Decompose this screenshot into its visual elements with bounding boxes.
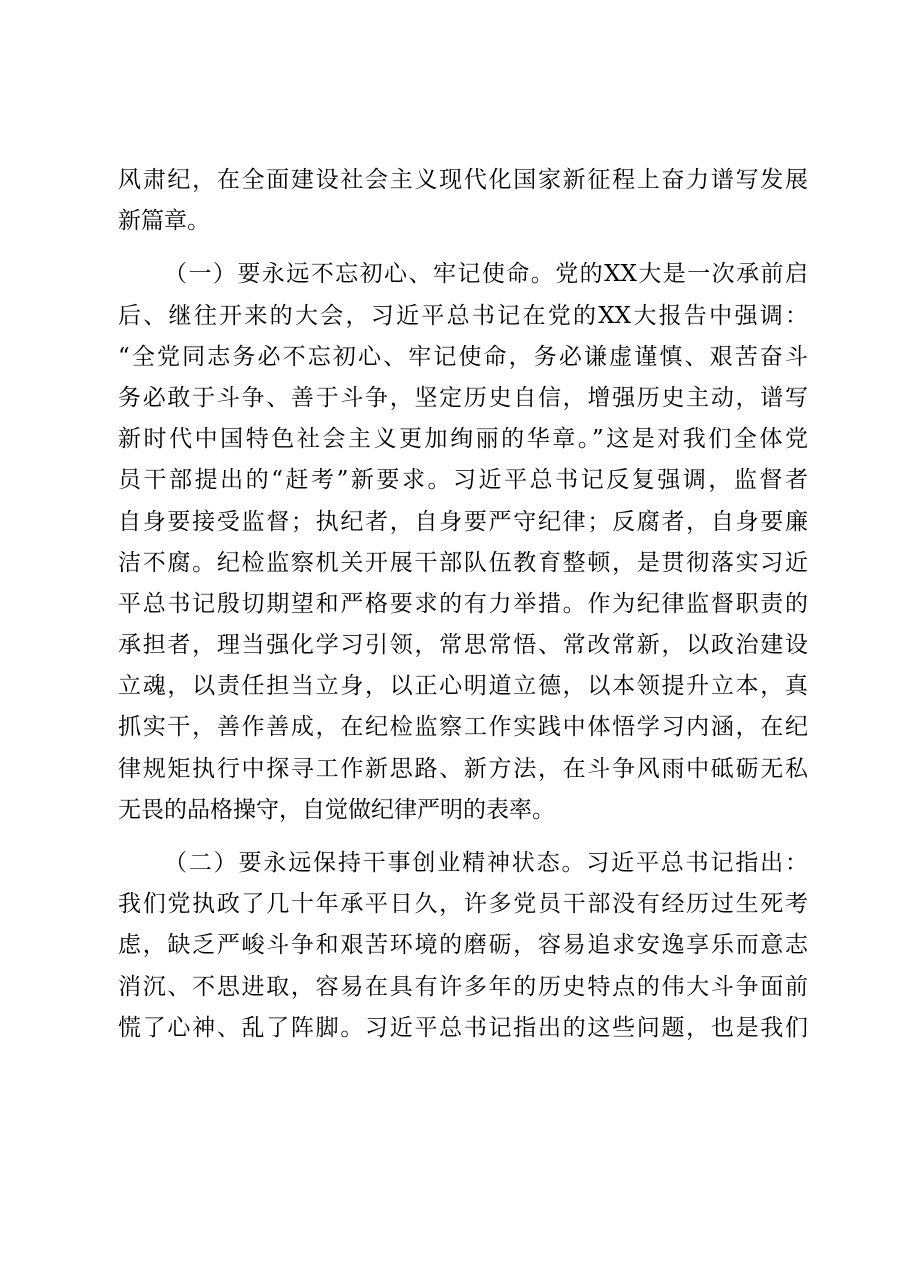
paragraph-line: “全党同志务必不忘初心、牢记使命，务必谦虚谨慎、艰苦奋斗 (118, 343, 808, 370)
paragraph-line: 抓实干，善作善成，在纪检监察工作实践中体悟学习内涵，在纪 (118, 714, 808, 741)
paragraph-line: 平总书记殷切期望和严格要求的有力举措。作为纪律监督职责的 (118, 590, 808, 617)
paragraph-line: 员干部提出的“赶考”新要求。习近平总书记反复强调，监督者 (118, 467, 808, 494)
paragraph-3 (118, 843, 808, 1049)
paragraph-1 (118, 160, 808, 242)
paragraph-line: 自身要接受监督；执纪者，自身要严守纪律；反腐者，自身要廉 (118, 508, 808, 535)
paragraph-spacing (118, 242, 808, 254)
paragraph-line: 新篇章。 (118, 208, 210, 235)
paragraph-line: 消沉、不思进取，容易在具有许多年的历史特点的伟大斗争面前 (118, 973, 808, 1000)
paragraph-line: （二）要永远保持干事创业精神状态。习近平总书记指出： (164, 850, 808, 876)
paragraph-line: 新时代中国特色社会主义更加绚丽的华章。”这是对我们全体党 (118, 426, 808, 453)
paragraph-line: （一）要永远不忘初心、牢记使命。党的XX大是一次承前启 (164, 261, 808, 288)
paragraph-line: 后、继往开来的大会，习近平总书记在党的XX大报告中强调： (118, 302, 808, 329)
paragraph-line: 慌了心神、乱了阵脚。习近平总书记指出的这些问题，也是我们 (118, 1014, 808, 1041)
paragraph-line: 务必敢于斗争、善于斗争，坚定历史自信，增强历史主动，谱写 (118, 384, 808, 411)
paragraph-line: 无畏的品格操守，自觉做纪律严明的表率。 (118, 796, 555, 823)
paragraph-line: 立魂，以责任担当立身，以正心明道立德，以本领提升立本，真 (118, 673, 808, 700)
paragraph-line: 虑，缺乏严峻斗争和艰苦环境的磨砺，容易追求安逸享乐而意志 (118, 932, 808, 959)
paragraph-line: 我们党执政了几十年承平日久，许多党员干部没有经历过生死考 (118, 891, 808, 918)
paragraph-line: 律规矩执行中探寻工作新思路、新方法，在斗争风雨中砥砺无私 (118, 755, 808, 782)
paragraph-spacing (118, 831, 808, 843)
paragraph-line: 风肃纪，在全面建设社会主义现代化国家新征程上奋力谱写发展 (118, 167, 808, 193)
paragraph-line: 承担者，理当强化学习引领，常思常悟、常改常新，以政治建设 (118, 632, 808, 659)
paragraph-2 (118, 254, 808, 831)
document-body (118, 160, 808, 1049)
paragraph-line: 洁不腐。纪检监察机关开展干部队伍教育整顿，是贯彻落实习近 (118, 549, 808, 576)
